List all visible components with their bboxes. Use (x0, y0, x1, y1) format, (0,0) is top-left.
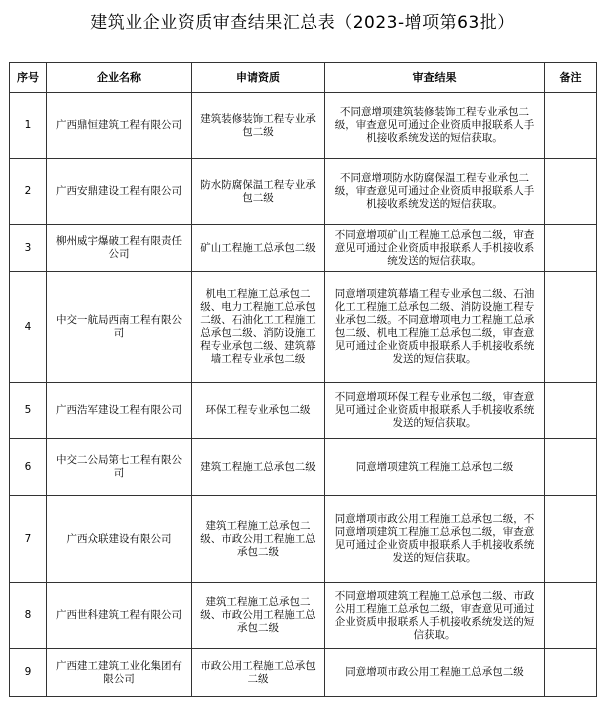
header-qualification: 申请资质 (192, 63, 325, 93)
row-qualification: 机电工程施工总承包二级、电力工程施工总承包二级、石油化工工程施工总承包二级、消防设施工程专业承包二级、建筑幕墙工程专业承包二级 (192, 272, 325, 383)
row-index: 5 (10, 383, 47, 439)
row-result: 同意增项建筑幕墙工程专业承包二级、石油化工工程施工总承包二级、消防设施工程专业承包二级。不同意增项电力工程施工总承包二级、机电工程施工总承包二级，审查意见可通过企业资质申报联系人手机接收系统发送的短信获取。 (325, 272, 545, 383)
row-remark (545, 496, 597, 583)
row-remark (545, 439, 597, 496)
row-index: 9 (10, 649, 47, 697)
table-row (10, 225, 597, 272)
row-company: 柳州威宇爆破工程有限责任公司 (47, 225, 192, 272)
row-result: 同意增项市政公用工程施工总承包二级 (325, 649, 545, 697)
row-company: 广西鼎恒建筑工程有限公司 (47, 93, 192, 159)
row-qualification: 环保工程专业承包二级 (192, 383, 325, 439)
row-remark (545, 583, 597, 649)
row-index: 4 (10, 272, 47, 383)
row-remark (545, 93, 597, 159)
row-company: 广西建工建筑工业化集团有限公司 (47, 649, 192, 697)
row-company: 中交二公局第七工程有限公司 (47, 439, 192, 496)
row-result: 不同意增项防水防腐保温工程专业承包二级，审查意见可通过企业资质申报联系人手机接收系统发送的短信获取。 (325, 159, 545, 225)
row-company: 广西浩军建设工程有限公司 (47, 383, 192, 439)
table-row (10, 383, 597, 439)
table-header-row (10, 63, 597, 93)
row-qualification: 建筑工程施工总承包二级 (192, 439, 325, 496)
row-company: 广西安鼎建设工程有限公司 (47, 159, 192, 225)
row-remark (545, 225, 597, 272)
row-qualification: 防水防腐保温工程专业承包二级 (192, 159, 325, 225)
row-company: 广西世科建筑工程有限公司 (47, 583, 192, 649)
table-row (10, 649, 597, 697)
row-index: 8 (10, 583, 47, 649)
header-result: 审查结果 (325, 63, 545, 93)
row-result: 不同意增项环保工程专业承包二级，审查意见可通过企业资质申报联系人手机接收系统发送的短信获取。 (325, 383, 545, 439)
row-remark (545, 272, 597, 383)
row-result: 不同意增项建筑工程施工总承包二级、市政公用工程施工总承包二级，审查意见可通过企业资质申报联系人手机接收系统发送的短信获取。 (325, 583, 545, 649)
row-index: 2 (10, 159, 47, 225)
table-row (10, 159, 597, 225)
header-remark: 备注 (545, 63, 597, 93)
row-index: 3 (10, 225, 47, 272)
row-result: 同意增项建筑工程施工总承包二级 (325, 439, 545, 496)
row-remark (545, 383, 597, 439)
row-company: 广西众联建设有限公司 (47, 496, 192, 583)
row-qualification: 市政公用工程施工总承包二级 (192, 649, 325, 697)
row-result: 不同意增项建筑装修装饰工程专业承包二级，审查意见可通过企业资质申报联系人手机接收系统发送的短信获取。 (325, 93, 545, 159)
table-row (10, 272, 597, 383)
header-index: 序号 (10, 63, 47, 93)
table-row (10, 496, 597, 583)
row-remark (545, 649, 597, 697)
row-qualification: 建筑工程施工总承包二级、市政公用工程施工总承包二级 (192, 583, 325, 649)
results-table (9, 62, 597, 697)
row-result: 同意增项市政公用工程施工总承包二级，不同意增项建筑工程施工总承包二级，审查意见可通过企业资质申报联系人手机接收系统发送的短信获取。 (325, 496, 545, 583)
header-company: 企业名称 (47, 63, 192, 93)
table-row (10, 439, 597, 496)
row-qualification: 建筑装修装饰工程专业承包二级 (192, 93, 325, 159)
row-company: 中交一航局西南工程有限公司 (47, 272, 192, 383)
row-remark (545, 159, 597, 225)
row-index: 1 (10, 93, 47, 159)
row-qualification: 建筑工程施工总承包二级、市政公用工程施工总承包二级 (192, 496, 325, 583)
row-result: 不同意增项矿山工程施工总承包二级，审查意见可通过企业资质申报联系人手机接收系统发送的短信获取。 (325, 225, 545, 272)
row-index: 6 (10, 439, 47, 496)
row-index: 7 (10, 496, 47, 583)
row-qualification: 矿山工程施工总承包二级 (192, 225, 325, 272)
table-row (10, 583, 597, 649)
page-title: 建筑业企业资质审查结果汇总表（2023-增项第63批） (90, 13, 515, 33)
table-row (10, 93, 597, 159)
